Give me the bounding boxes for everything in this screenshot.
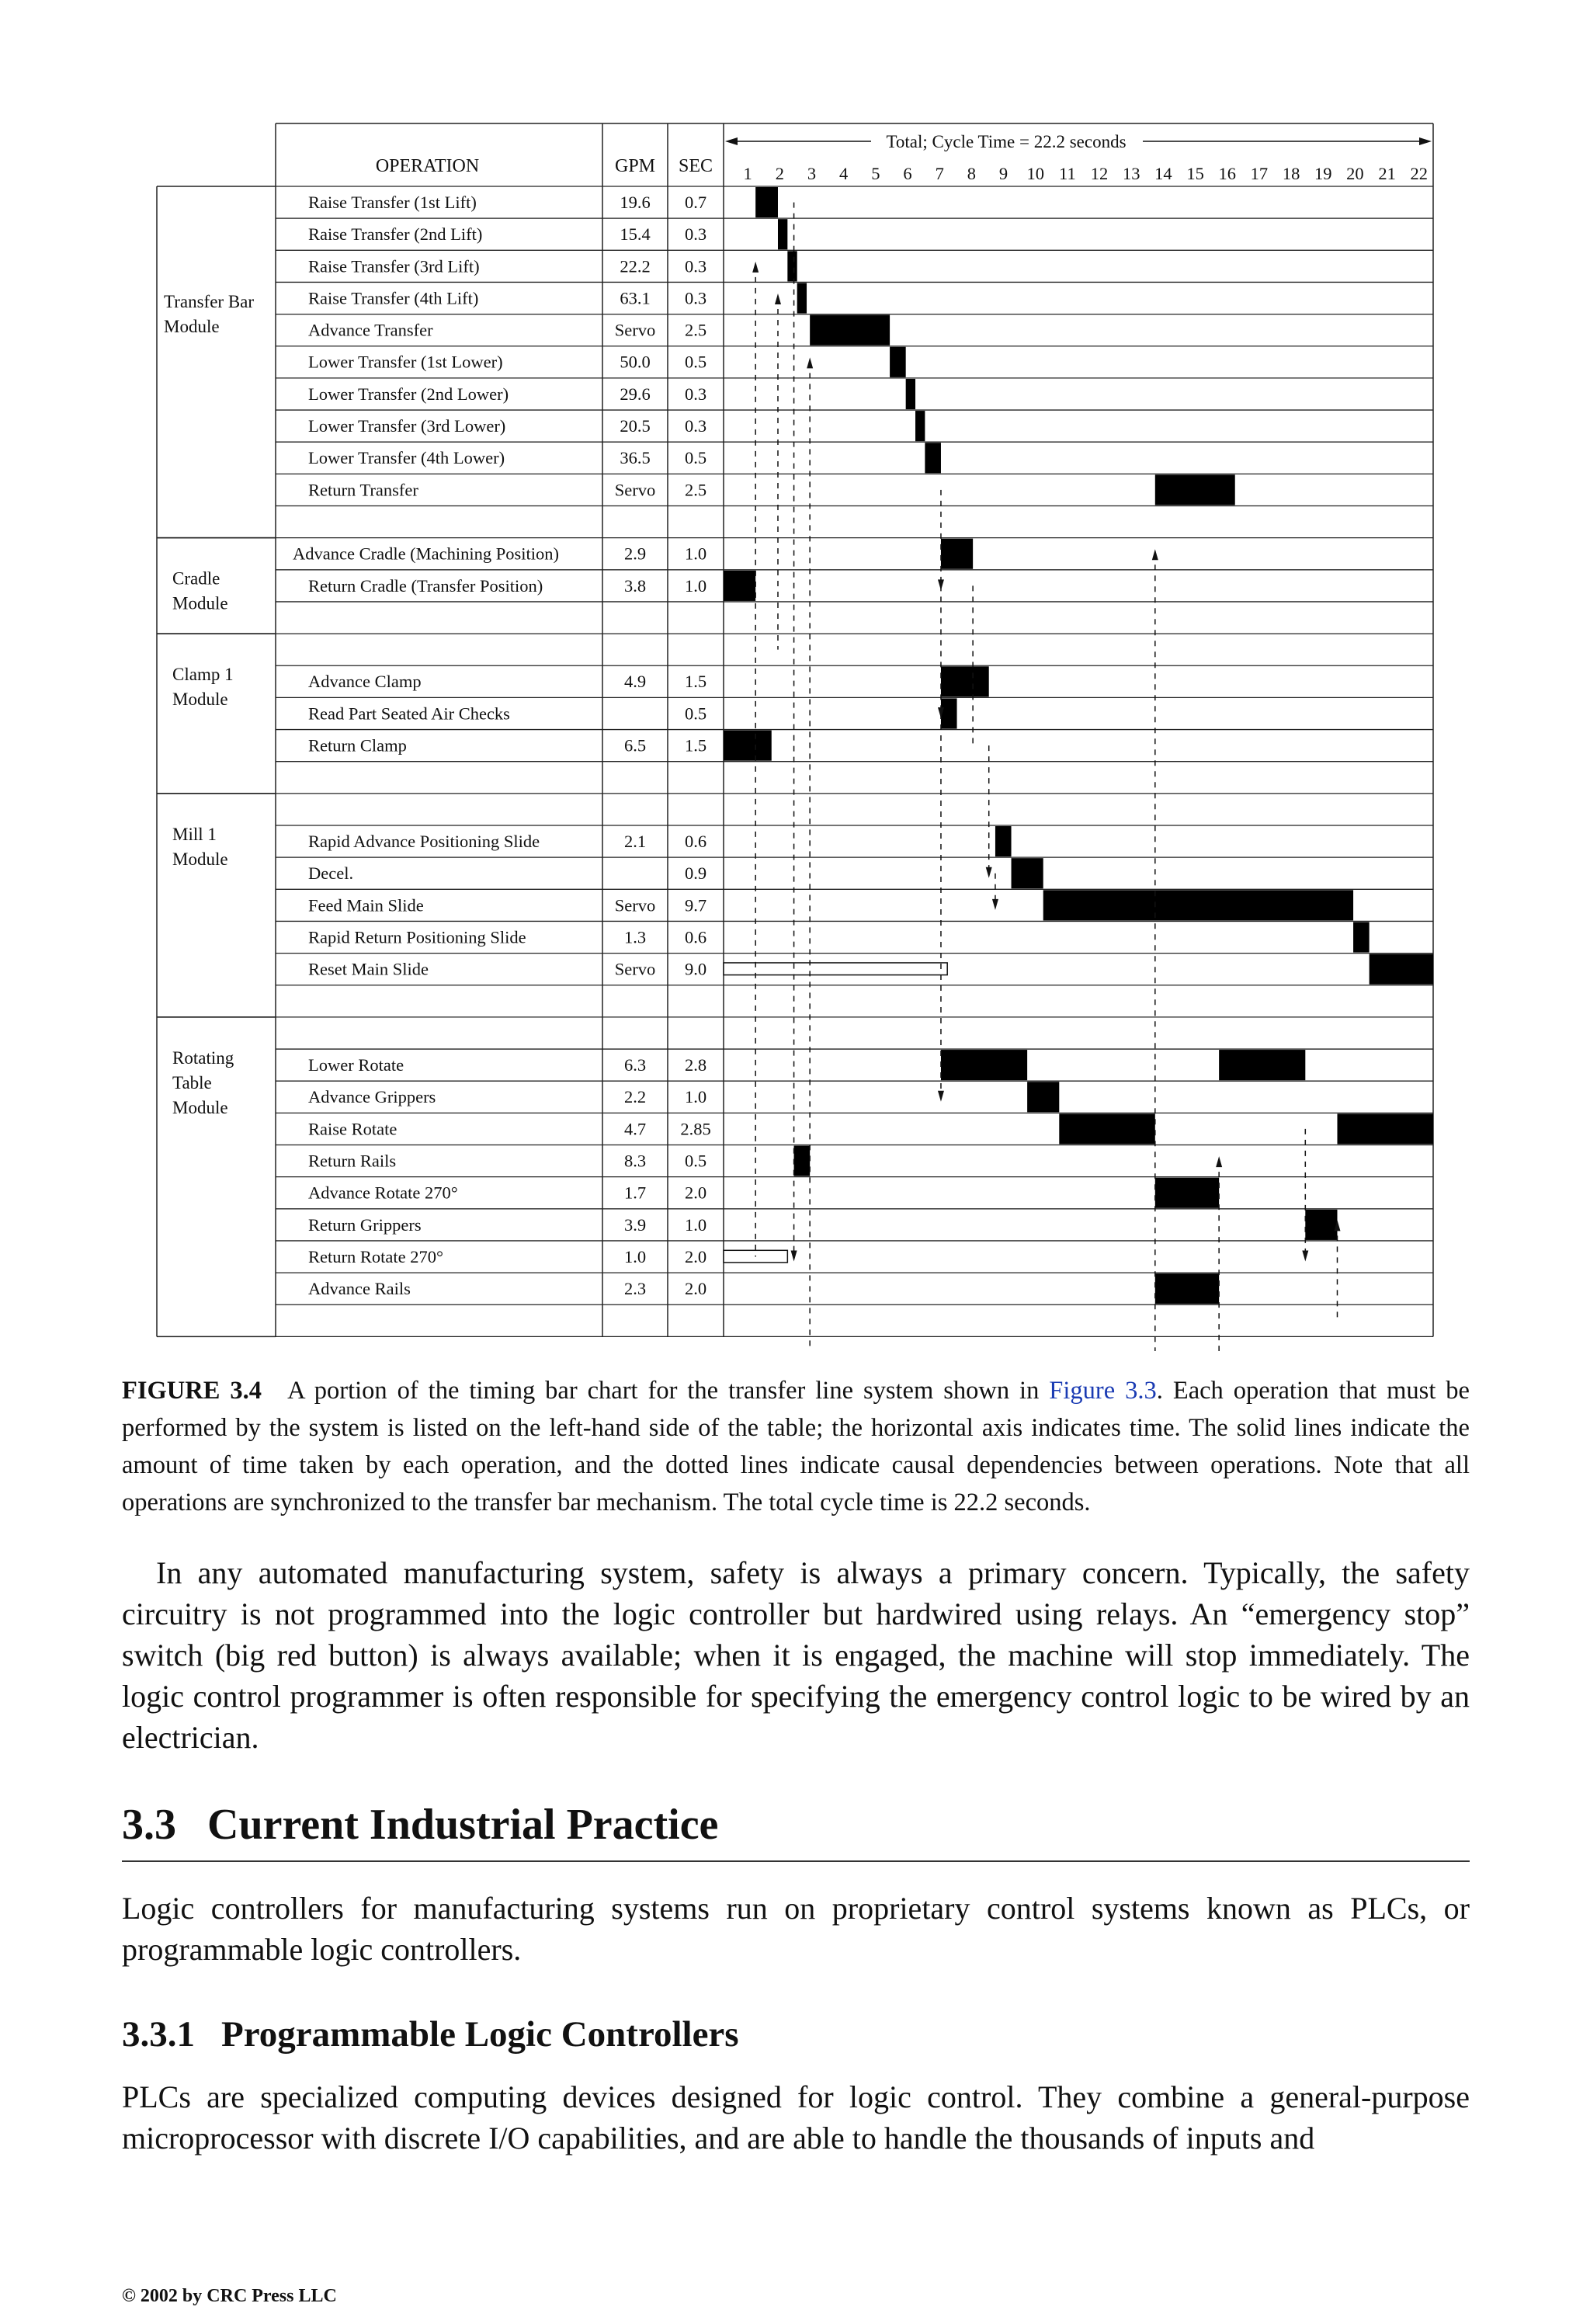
gpm-value: 3.8 (623, 575, 647, 596)
subsection-title: Programmable Logic Controllers (221, 2014, 739, 2055)
copyright-footer: © 2002 by CRC Press LLC (122, 2286, 337, 2306)
figure-3-3-link[interactable]: Figure 3.3 (1049, 1377, 1157, 1405)
gpm-value: 2.1 (623, 831, 647, 851)
time-tick-label: 3 (807, 164, 817, 183)
time-tick-label: 15 (1186, 164, 1204, 183)
sec-value: 2.8 (684, 1055, 707, 1075)
operation-label: Return Rails (308, 1151, 397, 1171)
timing-bar (1155, 474, 1235, 505)
sec-value: 2.0 (684, 1246, 707, 1266)
sec-value: 0.3 (684, 224, 707, 245)
timing-bar (1155, 1178, 1219, 1208)
gpm-value: 2.9 (623, 544, 647, 564)
timing-bar (1059, 1113, 1155, 1144)
timing-bar (1155, 1273, 1219, 1304)
time-tick-label: 7 (935, 164, 944, 183)
sec-value: 0.5 (684, 703, 707, 724)
time-tick-label: 22 (1410, 164, 1429, 183)
dependency-arrow-down (992, 899, 998, 910)
time-tick-label: 2 (775, 164, 784, 183)
cycle-arrow-left-head (725, 137, 738, 145)
time-tick-label: 5 (871, 164, 880, 183)
gpm-value: 1.0 (623, 1246, 647, 1266)
sec-value: 1.0 (684, 544, 707, 564)
gpm-value: 63.1 (620, 288, 651, 308)
operation-label: Return Transfer (308, 480, 418, 500)
gpm-value: 2.3 (623, 1279, 647, 1299)
operation-label: Return Rotate 270° (308, 1246, 443, 1266)
time-tick-label: 11 (1059, 164, 1076, 183)
section-heading (122, 1800, 1470, 1862)
operation-label: Advance Cradle (Machining Position) (293, 544, 560, 564)
operation-label: Lower Transfer (1st Lower) (308, 352, 503, 372)
operation-label: Advance Rails (308, 1279, 411, 1299)
time-tick-label: 4 (839, 164, 849, 183)
dependency-arrow-up (775, 294, 781, 304)
column-header-operation: OPERATION (375, 156, 480, 176)
gpm-value: 3.9 (623, 1214, 647, 1235)
sec-value: 0.7 (684, 192, 707, 212)
timing-bar (1219, 1050, 1305, 1080)
operation-label: Lower Rotate (308, 1055, 404, 1075)
operation-label: Lower Transfer (2nd Lower) (308, 384, 509, 404)
time-tick-label: 12 (1090, 164, 1109, 183)
timing-bar (1337, 1113, 1433, 1144)
operation-label: Return Clamp (308, 735, 407, 756)
timing-bar (890, 347, 906, 377)
timing-bar (724, 731, 772, 761)
operation-label: Rapid Return Positioning Slide (308, 927, 526, 947)
timing-bar (1353, 922, 1370, 952)
gpm-value: 4.7 (623, 1119, 647, 1139)
dependency-arrow-up (1216, 1156, 1222, 1167)
dependency-arrow-down (986, 867, 992, 878)
gpm-value: 20.5 (620, 416, 651, 436)
timing-bar (794, 1146, 811, 1176)
sec-value: 0.5 (684, 1151, 707, 1171)
operation-label: Raise Transfer (1st Lift) (308, 192, 477, 212)
sec-value: 9.0 (684, 959, 707, 979)
gpm-value: 6.5 (623, 735, 647, 756)
timing-bar (941, 698, 957, 728)
gpm-value: 8.3 (623, 1151, 647, 1171)
sec-value: 2.0 (684, 1279, 707, 1299)
sec-value: 1.0 (684, 1087, 707, 1107)
gpm-value: 36.5 (620, 448, 651, 468)
cycle-time-title: Total; Cycle Time = 22.2 seconds (886, 132, 1127, 151)
operation-label: Decel. (308, 863, 354, 884)
sec-value: 2.0 (684, 1183, 707, 1203)
timing-bar (778, 219, 787, 249)
sec-value: 1.5 (684, 672, 707, 692)
sec-value: 0.5 (684, 448, 707, 468)
dependency-arrow-up (1152, 549, 1158, 560)
cycle-arrow-right-head (1419, 137, 1432, 145)
operation-label: Read Part Seated Air Checks (308, 703, 510, 724)
gpm-value: Servo (614, 480, 656, 500)
sec-value: 0.6 (684, 831, 707, 851)
gpm-value: 22.2 (620, 256, 651, 276)
sec-value: 2.5 (684, 480, 707, 500)
subsection-number: 3.3.1 (122, 2014, 195, 2055)
sec-value: 0.3 (684, 416, 707, 436)
sec-value: 9.7 (684, 895, 707, 915)
sec-value: 2.85 (680, 1119, 711, 1139)
timing-bar (755, 187, 778, 217)
sec-value: 0.6 (684, 927, 707, 947)
gpm-value: Servo (614, 959, 656, 979)
gpm-value: 1.3 (623, 927, 647, 947)
module-label: Module (172, 849, 228, 869)
timing-bar-outline (724, 963, 947, 975)
timing-bar (1305, 1210, 1337, 1240)
gpm-value: 19.6 (620, 192, 651, 212)
column-header-gpm: GPM (614, 156, 656, 176)
time-tick-label: 6 (903, 164, 912, 183)
dependency-arrow-down (938, 1091, 944, 1102)
sec-value: 0.5 (684, 352, 707, 372)
sec-value: 0.3 (684, 384, 707, 404)
operation-label: Rapid Advance Positioning Slide (308, 831, 540, 851)
operation-label: Lower Transfer (4th Lower) (308, 448, 505, 468)
sec-value: 2.5 (684, 320, 707, 340)
operation-label: Raise Transfer (3rd Lift) (308, 256, 480, 276)
gpm-value: Servo (614, 895, 656, 915)
time-tick-label: 13 (1122, 164, 1140, 183)
timing-bar (810, 315, 890, 346)
section-title: Current Industrial Practice (207, 1801, 719, 1849)
timing-bar (995, 826, 1012, 856)
operation-label: Lower Transfer (3rd Lower) (308, 416, 506, 436)
operation-label: Reset Main Slide (308, 959, 429, 979)
dependency-arrow-up (807, 357, 813, 368)
sec-value: 1.0 (684, 575, 707, 596)
gpm-value: 2.2 (623, 1087, 647, 1107)
sec-value: 0.3 (684, 256, 707, 276)
timing-bar (925, 443, 941, 473)
timing-bar (941, 666, 989, 697)
gpm-value: 15.4 (620, 224, 651, 245)
timing-bar (941, 539, 973, 569)
time-tick-label: 9 (998, 164, 1009, 183)
gpm-value: 1.7 (623, 1183, 647, 1203)
gpm-value: 50.0 (620, 352, 651, 372)
operation-label: Advance Transfer (308, 320, 433, 340)
time-tick-label: 19 (1314, 164, 1332, 183)
timing-bar (915, 411, 925, 441)
paragraph-plc-intro: Logic controllers for manufacturing systems run on proprietary control systems known as PLCs, or programmable logic controllers. (122, 1891, 1470, 1967)
gpm-value: 29.6 (620, 384, 651, 404)
timing-bar (1043, 890, 1353, 920)
module-label: Module (172, 1097, 228, 1117)
module-label: Transfer Bar (164, 292, 255, 311)
module-label: Module (164, 317, 220, 336)
timing-bar (941, 1050, 1027, 1080)
figure-label: FIGURE 3.4 (122, 1377, 262, 1405)
time-tick-label: 10 (1026, 164, 1044, 183)
dependency-arrow-down (791, 1251, 797, 1262)
timing-bar (1370, 954, 1433, 985)
module-label: Mill 1 (172, 824, 217, 844)
time-tick-label: 20 (1346, 164, 1364, 183)
sec-value: 0.3 (684, 288, 707, 308)
module-label: Cradle (172, 568, 220, 589)
time-tick-label: 18 (1282, 164, 1300, 183)
module-label: Table (172, 1072, 212, 1093)
sec-value: 1.5 (684, 735, 707, 756)
section-number: 3.3 (122, 1801, 176, 1849)
operation-label: Feed Main Slide (308, 895, 424, 915)
paragraph-plc-definition: PLCs are specialized computing devices designed for logic control. They combine a general-purpose microprocessor with discrete I/O capabilities, and are able to handle the thousands of inputs and (122, 2079, 1470, 2156)
operation-label: Advance Clamp (308, 672, 422, 692)
operation-label: Raise Transfer (4th Lift) (308, 288, 479, 308)
module-label: Module (172, 593, 228, 613)
sec-value: 1.0 (684, 1214, 707, 1235)
time-tick-label: 1 (743, 164, 752, 183)
operation-label: Return Cradle (Transfer Position) (308, 575, 543, 596)
timing-bar (797, 283, 807, 313)
timing-bar (787, 251, 797, 281)
caption-text-2: . Each operation that must be performed by the system is listed on the left-hand side of the table; the horizontal axis indicates time. The solid lines indicate the amount of time taken by each operation, and the dotted lines indicate causal dependencies between operations. Note that all operations are synchronized to the transfer bar mechanism. The total cycle time is 22.2 seconds. (122, 1377, 1470, 1516)
module-label: Rotating (172, 1047, 234, 1068)
gpm-value: 4.9 (623, 672, 647, 692)
caption-text-1: A portion of the timing bar chart for the transfer line system shown in (287, 1377, 1040, 1405)
module-label: Clamp 1 (172, 665, 234, 685)
time-tick-label: 17 (1250, 164, 1269, 183)
timing-bar (1027, 1082, 1059, 1112)
gpm-value: 6.3 (623, 1055, 647, 1075)
dependency-arrow-up (752, 262, 759, 273)
dependency-arrow-down (1302, 1251, 1308, 1262)
time-tick-label: 21 (1378, 164, 1396, 183)
timing-bar (906, 379, 915, 409)
operation-label: Raise Rotate (308, 1119, 398, 1139)
figure-caption (122, 1372, 1470, 1521)
paragraph-safety: In any automated manufacturing system, safety is always a primary concern. Typically, the safety circuitry is not programmed into the logic controller but hardwired using relays. An “emergency stop” switch (big red button) is always available; when it is engaged, the machine will stop immediately. The logic control programmer is often responsible for specifying the emergency control logic to be wired by an electrician. (122, 1555, 1470, 1755)
timing-bar (1012, 858, 1043, 888)
operation-label: Advance Rotate 270° (308, 1183, 458, 1203)
sec-value: 0.9 (684, 863, 707, 884)
operation-label: Advance Grippers (308, 1087, 436, 1107)
operation-label: Return Grippers (308, 1214, 422, 1235)
gpm-value: Servo (614, 320, 656, 340)
time-tick-label: 14 (1154, 164, 1172, 183)
time-tick-label: 16 (1218, 164, 1236, 183)
subsection-heading (122, 2013, 739, 2056)
time-tick-label: 8 (967, 164, 976, 183)
module-label: Module (172, 690, 228, 710)
timing-bar (724, 571, 755, 601)
operation-label: Raise Transfer (2nd Lift) (308, 224, 483, 245)
column-header-sec: SEC (678, 156, 713, 176)
